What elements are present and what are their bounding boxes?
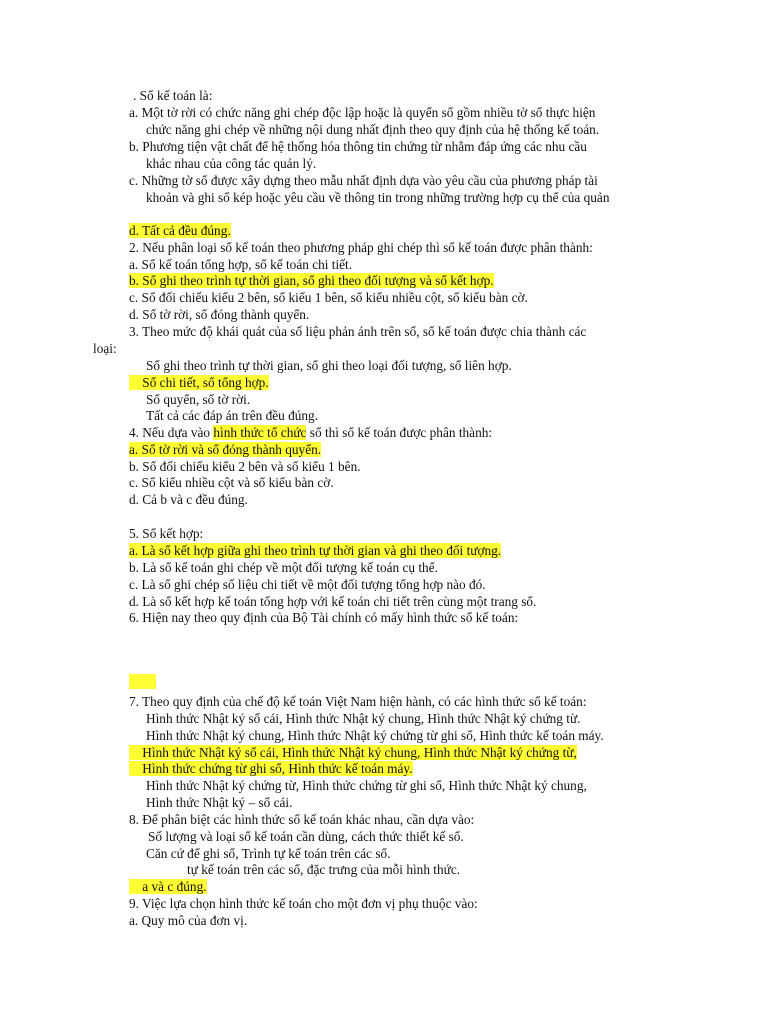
q3-option-1: Sổ ghi theo trình tự thời gian, sổ ghi theo loại đối tượng, sổ liên hợp. bbox=[146, 358, 512, 373]
q4-option-d: d. Cả b và c đều đúng. bbox=[129, 492, 248, 507]
q5-option-b: b. Là sổ kế toán ghi chép về một đối tượng kế toán cụ thể. bbox=[129, 560, 438, 575]
q8-option-1: Số lượng và loại sổ kế toán cần dùng, cách thức thiết kế sổ. bbox=[148, 829, 464, 844]
q1-option-a-cont: chức năng ghi chép về những nội dung nhất định theo quy định của hệ thống kế toán. bbox=[146, 122, 600, 137]
question-8-title: 8. Để phân biệt các hình thức sổ kế toán khác nhau, cần dựa vào: bbox=[129, 812, 475, 827]
highlighted-answer: Hình thức chứng từ ghi sổ, Hình thức kế toán máy. bbox=[129, 761, 413, 776]
q7-option-3 bbox=[129, 745, 577, 761]
question-2-title: 2. Nếu phân loại sổ kế toán theo phương pháp ghi chép thì sổ kế toán được phân thành: bbox=[129, 240, 593, 255]
question-1-title: . Sổ kế toán là: bbox=[133, 88, 213, 103]
q3-option-3: Sổ quyển, sổ tờ rời. bbox=[146, 392, 251, 407]
q8-option-4 bbox=[129, 879, 207, 895]
q3-option-4: Tất cả các đáp án trên đều đúng. bbox=[146, 408, 319, 423]
highlighted-answer: d. Tất cả đều đúng. bbox=[129, 223, 231, 238]
q7-option-4-cont: Hình thức Nhật ký – sổ cái. bbox=[146, 795, 293, 810]
q7-option-1: Hình thức Nhật ký sổ cái, Hình thức Nhật ký chung, Hình thức Nhật ký chứng từ. bbox=[146, 711, 581, 726]
question-4-title: 4. Nếu dựa vào hình thức tổ chức sổ thì sổ kế toán được phân thành: bbox=[129, 425, 493, 440]
q5-option-a bbox=[129, 543, 501, 559]
q4-option-b: b. Sổ đối chiếu kiểu 2 bên và sổ kiểu 1 bên. bbox=[129, 459, 361, 474]
q3-option-2 bbox=[129, 375, 269, 391]
q2-option-b bbox=[129, 273, 494, 289]
q1-option-b-cont: khác nhau của công tác quản lý. bbox=[146, 156, 317, 171]
q1-option-a: a. Một tờ rời có chức năng ghi chép độc lập hoặc là quyển sổ gồm nhiều tờ sổ thực hiện bbox=[129, 105, 596, 120]
q7-option-4: Hình thức Nhật ký chứng từ, Hình thức chứng từ ghi sổ, Hình thức Nhật ký chung, bbox=[146, 778, 587, 793]
q1-option-c: c. Những tờ sổ được xây dựng theo mẫu nhất định dựa vào yêu cầu của phương pháp tài bbox=[129, 173, 598, 188]
highlighted-answer: a. Là sổ kết hợp giữa ghi theo trình tự thời gian và ghi theo đối tượng. bbox=[129, 543, 502, 558]
q4-option-a bbox=[129, 442, 321, 458]
highlighted-answer: Sổ chi tiết, sổ tổng hợp. bbox=[129, 375, 269, 390]
q7-option-3-cont bbox=[129, 761, 413, 777]
question-5-title: 5. Sổ kết hợp: bbox=[129, 526, 204, 541]
highlighted-phrase: hình thức tổ chức bbox=[213, 425, 307, 440]
highlighted-answer: a và c đúng. bbox=[129, 879, 207, 894]
empty-highlight-mark bbox=[129, 674, 156, 689]
q4-option-c: c. Sổ kiểu nhiều cột và sổ kiểu bàn cờ. bbox=[129, 475, 334, 490]
question-9-title: 9. Việc lựa chọn hình thức kế toán cho một đơn vị phụ thuộc vào: bbox=[129, 896, 478, 911]
question-3-title-cont: loại: bbox=[93, 341, 117, 356]
q8-option-2: Căn cứ để ghi sổ, Trình tự kế toán trên các sổ. bbox=[146, 846, 391, 861]
q2-option-c: c. Sổ đối chiếu kiểu 2 bên, sổ kiểu 1 bên, sổ kiểu nhiều cột, sổ kiểu bàn cờ. bbox=[129, 290, 528, 305]
q7-option-2: Hình thức Nhật ký chung, Hình thức Nhật ký chứng từ ghi sổ, Hình thức kế toán máy. bbox=[146, 728, 604, 743]
q2-option-a: a. Sổ kế toán tổng hợp, sổ kế toán chi tiết. bbox=[129, 257, 353, 272]
question-7-title: 7. Theo quy định của chế độ kế toán Việt Nam hiện hành, có các hình thức sổ kế toán: bbox=[129, 694, 587, 709]
q9-option-a: a. Quy mô của đơn vị. bbox=[129, 913, 248, 928]
highlighted-answer: a. Sổ tờ rời và sổ đóng thành quyển. bbox=[129, 442, 322, 457]
question-3-title: 3. Theo mức độ khái quát của số liệu phản ánh trên sổ, sổ kế toán được chia thành các bbox=[129, 324, 587, 339]
highlighted-answer: b. Sổ ghi theo trình tự thời gian, sổ ghi theo đối tượng và sổ kết hợp. bbox=[129, 273, 494, 288]
q2-option-d: d. Sổ tờ rời, sổ đóng thành quyển. bbox=[129, 307, 310, 322]
q8-option-3: tự kế toán trên các sổ, đặc trưng của mỗi hình thức. bbox=[187, 862, 461, 877]
q1-option-b: b. Phương tiện vật chất để hệ thống hóa thông tin chứng từ nhằm đáp ứng các nhu cầu bbox=[129, 139, 587, 154]
q5-option-d: d. Là sổ kết hợp kế toán tổng hợp với kế toán chi tiết trên cùng một trang sổ. bbox=[129, 594, 537, 609]
q5-option-c: c. Là sổ ghi chép số liệu chi tiết về một đối tượng tổng hợp nào đó. bbox=[129, 577, 486, 592]
question-6-title: 6. Hiện nay theo quy định của Bộ Tài chính có mấy hình thức sổ kế toán: bbox=[129, 610, 519, 625]
q1-option-d bbox=[129, 223, 231, 239]
highlighted-answer: Hình thức Nhật ký sổ cái, Hình thức Nhật ký chung, Hình thức Nhật ký chứng từ, bbox=[129, 745, 577, 760]
q1-option-c-cont: khoản và ghi sổ kép hoặc yêu cầu về thông tin trong những trường hợp cụ thể của quản bbox=[146, 190, 610, 205]
